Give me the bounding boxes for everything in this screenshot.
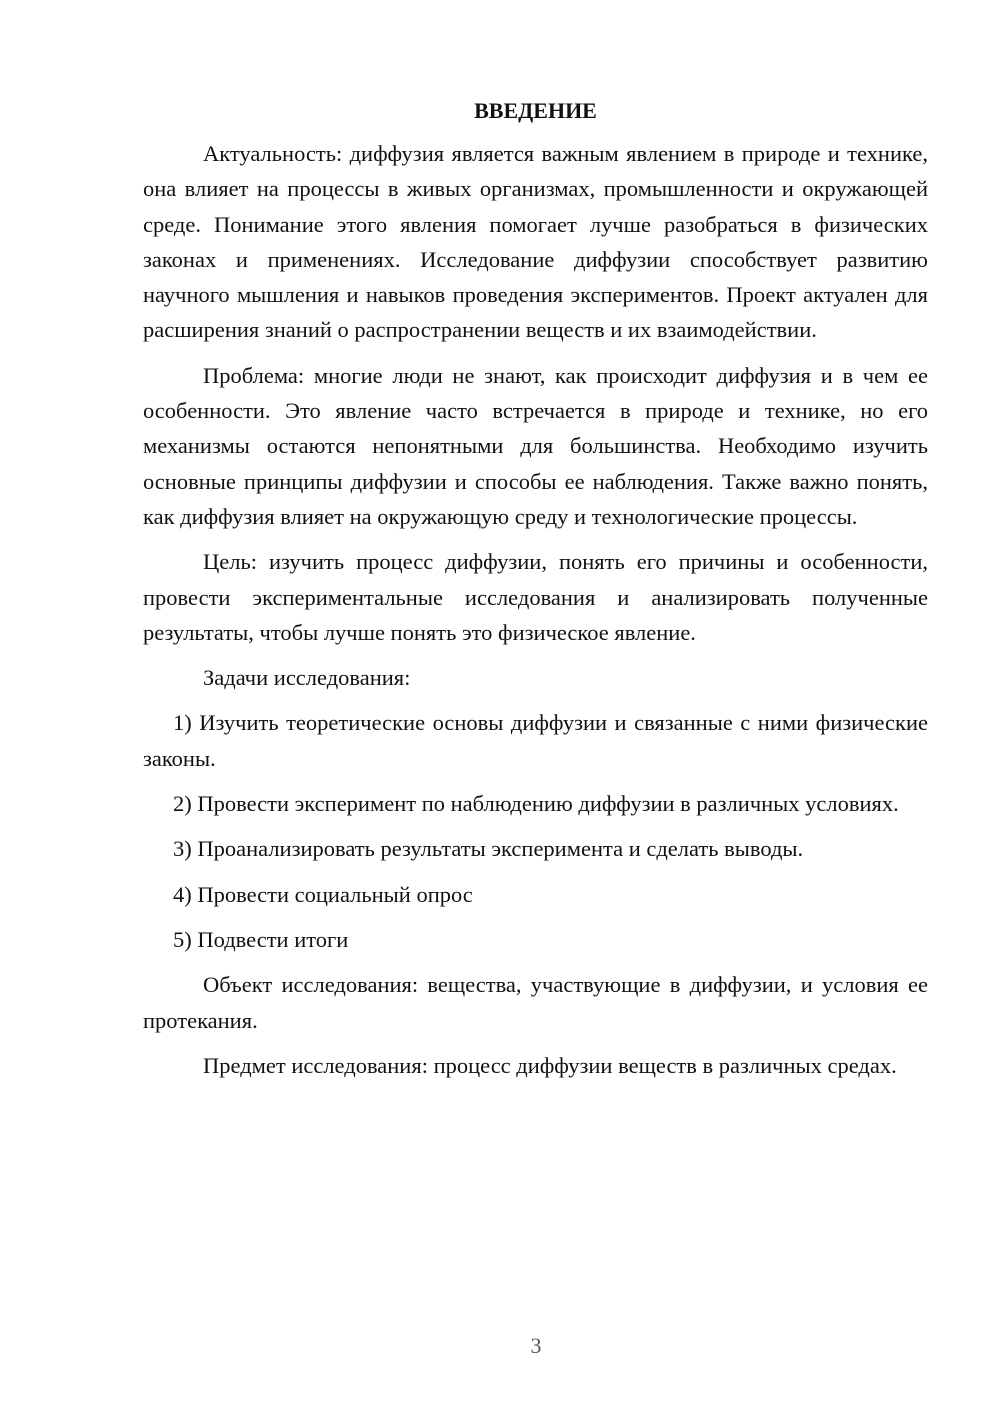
- object-paragraph: Объект исследования: вещества, участвующие в диффузии, и условия ее протекания.: [143, 972, 928, 1033]
- relevance-paragraph: Актуальность: диффузия является важным явлением в природе и технике, она влияет на процессы в живых организмах, промышленности и окружающей среде. Понимание этого явления помогает лучше разобраться в физических законах и применениях. Исследование диффузии способствует развитию научного мышления и навыков проведения экспериментов. Проект актуален для расширения знаний о распространении веществ и их взаимодействии.: [143, 141, 928, 343]
- task-item-1: 1) Изучить теоретические основы диффузии и связанные с ними физические законы.: [143, 710, 928, 771]
- task-item-3: 3) Проанализировать результаты эксперимента и сделать выводы.: [173, 836, 804, 862]
- problem-paragraph: Проблема: многие люди не знают, как происходит диффузия и в чем ее особенности. Это явление часто встречается в природе и технике, но его механизмы остаются непонятными для большинства. Необходимо изучить основные принципы диффузии и способы ее наблюдения. Также важно понять, как диффузия влияет на окружающую среду и технологические процессы.: [143, 362, 928, 529]
- task-item-5: 5) Подвести итоги: [173, 926, 349, 952]
- subject-paragraph: Предмет исследования: процесс диффузии веществ в различных средах.: [203, 1052, 897, 1078]
- section-title: ВВЕДЕНИЕ: [474, 98, 597, 123]
- task-item-2: 2) Провести эксперимент по наблюдению диффузии в различных условиях.: [173, 791, 899, 817]
- page-content: [143, 96, 928, 1093]
- task-item-4: 4) Провести социальный опрос: [173, 881, 473, 907]
- goal-paragraph: Цель: изучить процесс диффузии, понять его причины и особенности, провести экспериментальные исследования и анализировать полученные результаты, чтобы лучше понять это физическое явление.: [143, 549, 928, 645]
- tasks-heading: Задачи исследования:: [203, 665, 411, 691]
- page-number: 3: [530, 1333, 542, 1358]
